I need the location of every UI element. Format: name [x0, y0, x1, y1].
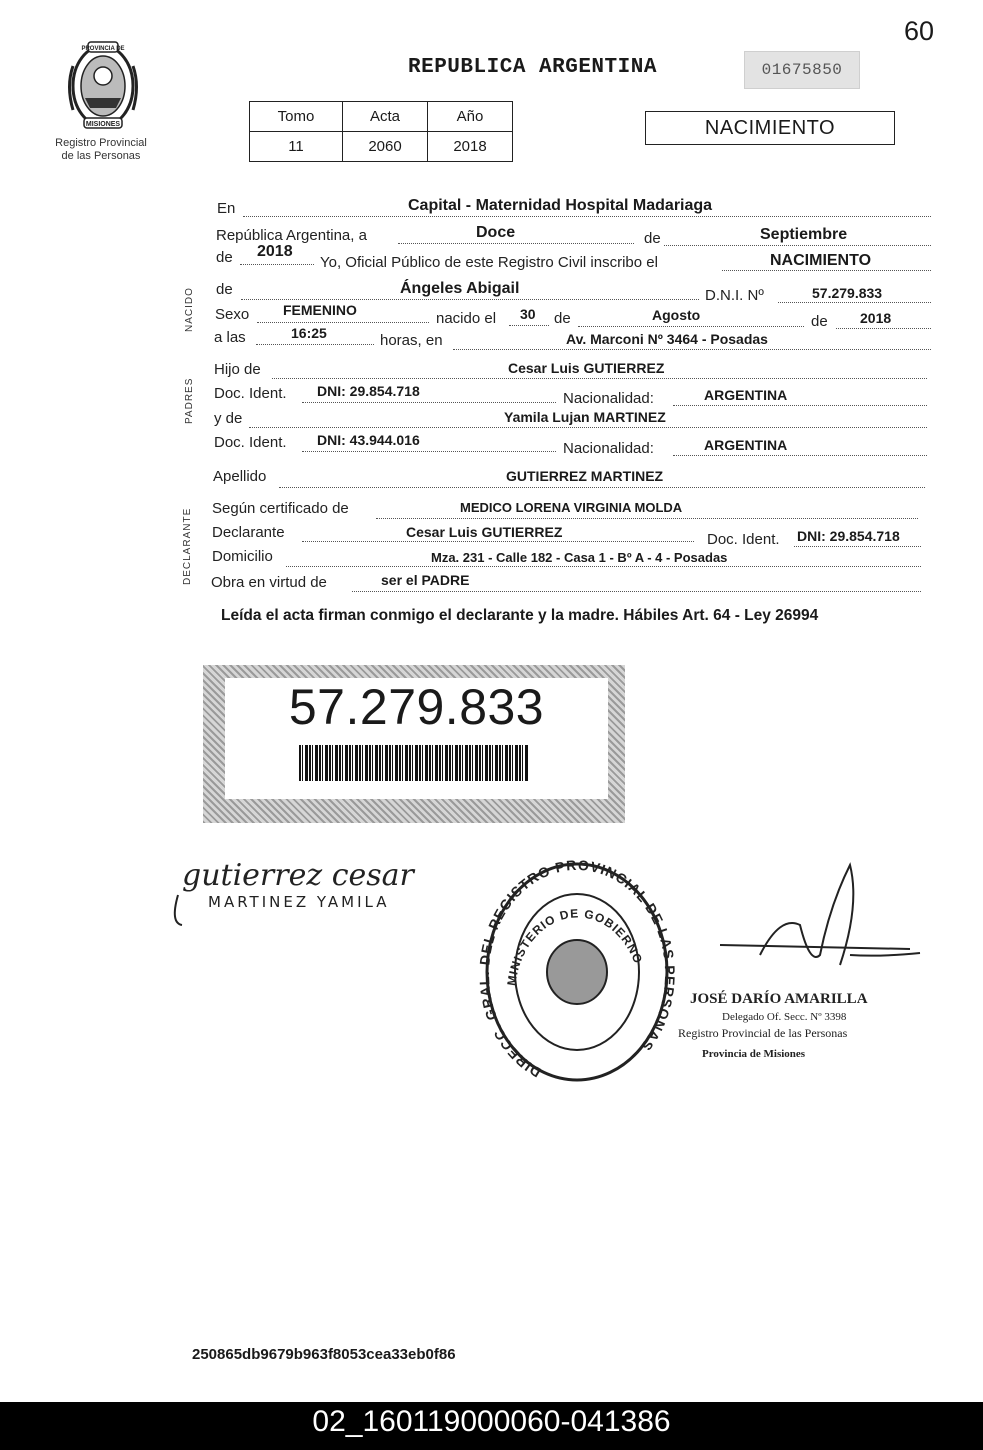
dotted-line: [279, 487, 925, 488]
dni-value: 57.279.833: [812, 285, 883, 301]
dotted-line: [664, 245, 931, 246]
dotted-line: [778, 302, 931, 303]
padre-doc-value: DNI: 29.854.718: [317, 383, 420, 399]
handwritten-signature-yamila: MARTINEZ YAMILA: [208, 893, 390, 911]
en-label: En: [217, 200, 236, 217]
value-acta: 2060: [343, 132, 428, 162]
barcode-icon: [299, 745, 529, 781]
declarante-value: Cesar Luis GUTIERREZ: [406, 524, 563, 540]
sexo-label: Sexo: [215, 306, 250, 323]
dotted-line: [302, 451, 556, 452]
dotted-line: [352, 591, 921, 592]
dia-value: Doce: [476, 224, 516, 241]
horas-en-label: horas, en: [380, 332, 443, 349]
hora-value: 16:25: [291, 325, 327, 341]
dotted-line: [509, 325, 549, 326]
oficial-text: Yo, Oficial Público de este Registro Civil inscribo el: [320, 254, 658, 271]
nac-anio-value: 2018: [860, 310, 892, 326]
seal-text-top: PROVINCIA DE: [81, 46, 125, 52]
dotted-line: [302, 402, 556, 403]
declarante-doc-value: DNI: 29.854.718: [797, 528, 900, 544]
official-province: Provincia de Misiones: [702, 1048, 806, 1060]
dni-card-number: 57.279.833: [288, 679, 545, 735]
dotted-line: [836, 328, 931, 329]
nombre-value: Ángeles Abigail: [400, 280, 520, 297]
de-label: de: [216, 249, 233, 266]
dotted-line: [302, 541, 694, 542]
inscripcion-value: NACIMIENTO: [770, 252, 872, 269]
registry-table: [249, 101, 513, 162]
value-tomo: 11: [250, 132, 343, 162]
obra-label: Obra en virtud de: [211, 574, 327, 591]
hijo-de-label: Hijo de: [214, 361, 261, 378]
header-tomo: Tomo: [250, 102, 343, 132]
dotted-line: [453, 349, 931, 350]
nacionalidad-label: Nacionalidad:: [563, 440, 654, 457]
nacionalidad-label: Nacionalidad:: [563, 390, 654, 407]
en-value: Capital - Maternidad Hospital Madariaga: [408, 197, 713, 214]
anio-value: 2018: [257, 243, 293, 260]
dotted-line: [249, 427, 927, 428]
side-label-declarante: DECLARANTE: [182, 507, 193, 585]
value-anio: 2018: [428, 132, 513, 162]
dni-label: D.N.I. Nº: [705, 287, 764, 304]
dotted-line: [240, 264, 314, 265]
nacido-el-label: nacido el: [436, 310, 497, 327]
dotted-line: [256, 344, 374, 345]
provincia-de-misiones-seal-icon: [60, 36, 146, 132]
stamp-outer-text: DIRECC. GRAL. DEL REGISTRO PROVINCIAL DE LAS PERSONAS: [475, 856, 679, 1081]
declarante-doc-label: Doc. Ident.: [707, 531, 780, 548]
closing-note: Leída el acta firman conmigo el declarante y la madre. Hábiles Art. 64 - Ley 26994: [221, 607, 819, 624]
madre-doc-value: DNI: 43.944.016: [317, 432, 420, 448]
signature-area: [160, 845, 940, 1085]
doc-ident-label: Doc. Ident.: [214, 385, 287, 402]
dotted-line: [673, 455, 927, 456]
certificado-value: MEDICO LORENA VIRGINIA MOLDA: [460, 500, 683, 515]
de-label: de: [554, 310, 571, 327]
nac-mes-value: Agosto: [652, 307, 701, 323]
apellido-value: GUTIERREZ MARTINEZ: [506, 468, 664, 484]
header-anio: Año: [428, 102, 513, 132]
side-label-nacido: NACIDO: [184, 287, 195, 332]
madre-value: Yamila Lujan MARTINEZ: [504, 409, 666, 425]
mes-value: Septiembre: [760, 226, 848, 243]
registry-table-header-row: [250, 102, 513, 132]
document-hash: 250865db9679b963f8053cea33eb0f86: [192, 1346, 456, 1363]
lugar-value: Av. Marconi Nº 3464 - Posadas: [566, 331, 768, 347]
logo-caption-line2: de las Personas: [61, 150, 141, 162]
document-type-box: NACIMIENTO: [645, 111, 895, 145]
dotted-line: [722, 270, 931, 271]
certificado-label: Según certificado de: [212, 500, 349, 517]
dotted-line: [578, 326, 804, 327]
dotted-line: [673, 405, 927, 406]
footer-id: 02_160119000060-041386: [312, 1405, 671, 1438]
sexo-value: FEMENINO: [283, 302, 357, 318]
domicilio-value: Mza. 231 - Calle 182 - Casa 1 - Bº A - 4 - Posadas: [431, 550, 728, 565]
header-acta: Acta: [343, 102, 428, 132]
document-title: REPUBLICA ARGENTINA: [408, 56, 657, 79]
declarante-label: Declarante: [212, 524, 285, 541]
de-label: de: [644, 230, 661, 247]
apellido-label: Apellido: [213, 468, 267, 485]
a-las-label: a las: [214, 329, 246, 346]
official-name: JOSÉ DARÍO AMARILLA: [690, 991, 868, 1007]
nac-dia-value: 30: [520, 306, 536, 322]
de-label: de: [216, 281, 233, 298]
stamp-inner-text: MINISTERIO DE GOBIERNO: [504, 906, 646, 987]
serial-number: 01675850: [744, 51, 860, 89]
page-number: 60: [904, 16, 935, 46]
official-role: Delegado Of. Secc. Nº 3398: [722, 1011, 847, 1023]
republica-label: República Argentina, a: [216, 227, 367, 244]
padre-value: Cesar Luis GUTIERREZ: [508, 360, 665, 376]
dotted-line: [398, 243, 634, 244]
de-label: de: [811, 313, 828, 330]
y-de-label: y de: [214, 410, 243, 427]
doc-ident-label: Doc. Ident.: [214, 434, 287, 451]
padre-nac-value: ARGENTINA: [704, 387, 788, 403]
domicilio-label: Domicilio: [212, 548, 273, 565]
registry-table-value-row: [250, 132, 513, 162]
dotted-line: [257, 322, 429, 323]
logo-caption: [40, 137, 162, 163]
dotted-line: [241, 299, 699, 300]
dotted-line: [794, 546, 921, 547]
dotted-line: [286, 566, 921, 567]
seal-text-bottom: MISIONES: [85, 121, 121, 128]
official-org: Registro Provincial de las Personas: [678, 1026, 848, 1040]
handwritten-signature-cesar: gutierrez cesar: [182, 858, 414, 893]
dotted-line: [243, 216, 931, 217]
obra-value: ser el PADRE: [381, 572, 470, 588]
dotted-line: [272, 378, 927, 379]
madre-nac-value: ARGENTINA: [704, 437, 788, 453]
logo-caption-line1: Registro Provincial: [55, 137, 147, 149]
dotted-line: [376, 518, 918, 519]
side-label-padres: PADRES: [184, 377, 195, 424]
